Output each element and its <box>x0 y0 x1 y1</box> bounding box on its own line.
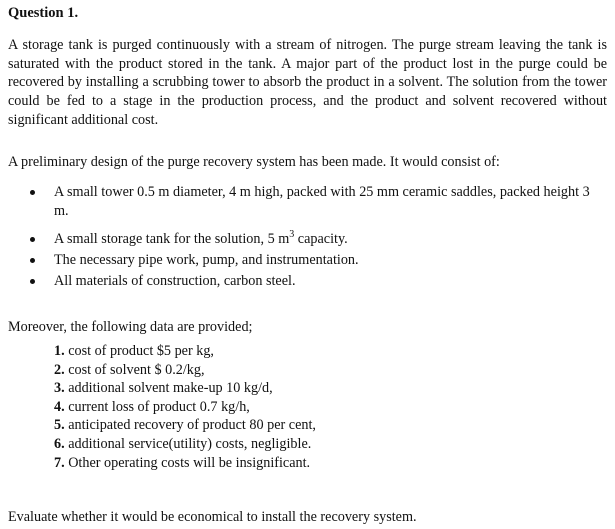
design-item-text: A small tower 0.5 m diameter, 4 m high, packed with 25 mm ceramic saddles, packed height 3 m. <box>54 184 590 219</box>
data-item-number: 3. <box>54 380 65 397</box>
data-item-number: 6. <box>54 435 65 452</box>
design-item-tower <box>0 183 603 225</box>
data-item-number: 2. <box>54 361 65 378</box>
data-item-text: cost of product $5 per kg, <box>64 343 214 359</box>
data-item-text: additional solvent make-up 10 kg/d, <box>64 380 273 397</box>
data-item-text: current loss of product 0.7 kg/h, <box>64 398 250 415</box>
design-item-storage-tank <box>0 230 603 251</box>
data-item-number: 5. <box>54 417 65 434</box>
data-item <box>54 454 316 473</box>
design-item-materials <box>0 272 603 293</box>
closing-instruction: Evaluate whether it would be economical to install the recovery system. <box>8 509 417 525</box>
data-item <box>54 435 316 454</box>
design-item-text: A small storage tank for the solution, 5 m <box>54 231 290 247</box>
design-item-text-suffix: capacity. <box>294 231 348 247</box>
data-list <box>54 342 316 472</box>
data-item-number: 4. <box>54 398 65 415</box>
data-item-number: 1. <box>54 343 65 359</box>
question-heading: Question 1. <box>8 5 79 21</box>
data-item-number: 7. <box>54 454 65 471</box>
data-intro: Moreover, the following data are provided; <box>8 319 253 335</box>
bullet-dot-icon <box>30 190 35 195</box>
design-item-text: All materials of construction, carbon steel. <box>54 273 296 289</box>
design-item-text: The necessary pipe work, pump, and instrumentation. <box>54 252 359 268</box>
intro-paragraph: A storage tank is purged continuously with a stream of nitrogen. The purge stream leaving the tank is saturated with the product stored in the tank. A major part of the product lost in the purge could be recovered by installing a scrubbing tower to absorb the product in a solvent. The solution from the tower could be fed to a stage in the production process, and the product and solvent recovered without significant additional cost. <box>8 37 607 128</box>
data-item-text: Other operating costs will be insignificant. <box>64 454 311 471</box>
bullet-dot-icon <box>30 279 35 284</box>
data-item-text: cost of solvent $ 0.2/kg, <box>64 361 205 378</box>
superscript-exponent: 3 <box>289 229 295 240</box>
design-list <box>0 183 615 293</box>
bullet-dot-icon <box>30 258 35 263</box>
data-item <box>54 342 316 361</box>
data-item-text: additional service(utility) costs, negligible. <box>64 435 312 452</box>
data-item <box>54 416 316 435</box>
bullet-dot-icon <box>30 237 35 242</box>
data-item <box>54 398 316 417</box>
data-item-text: anticipated recovery of product 80 per cent, <box>64 417 316 434</box>
design-item-pipework <box>0 251 603 272</box>
design-intro: A preliminary design of the purge recovery system has been made. It would consist of: <box>8 154 500 170</box>
data-item <box>54 361 316 380</box>
data-item <box>54 379 316 398</box>
